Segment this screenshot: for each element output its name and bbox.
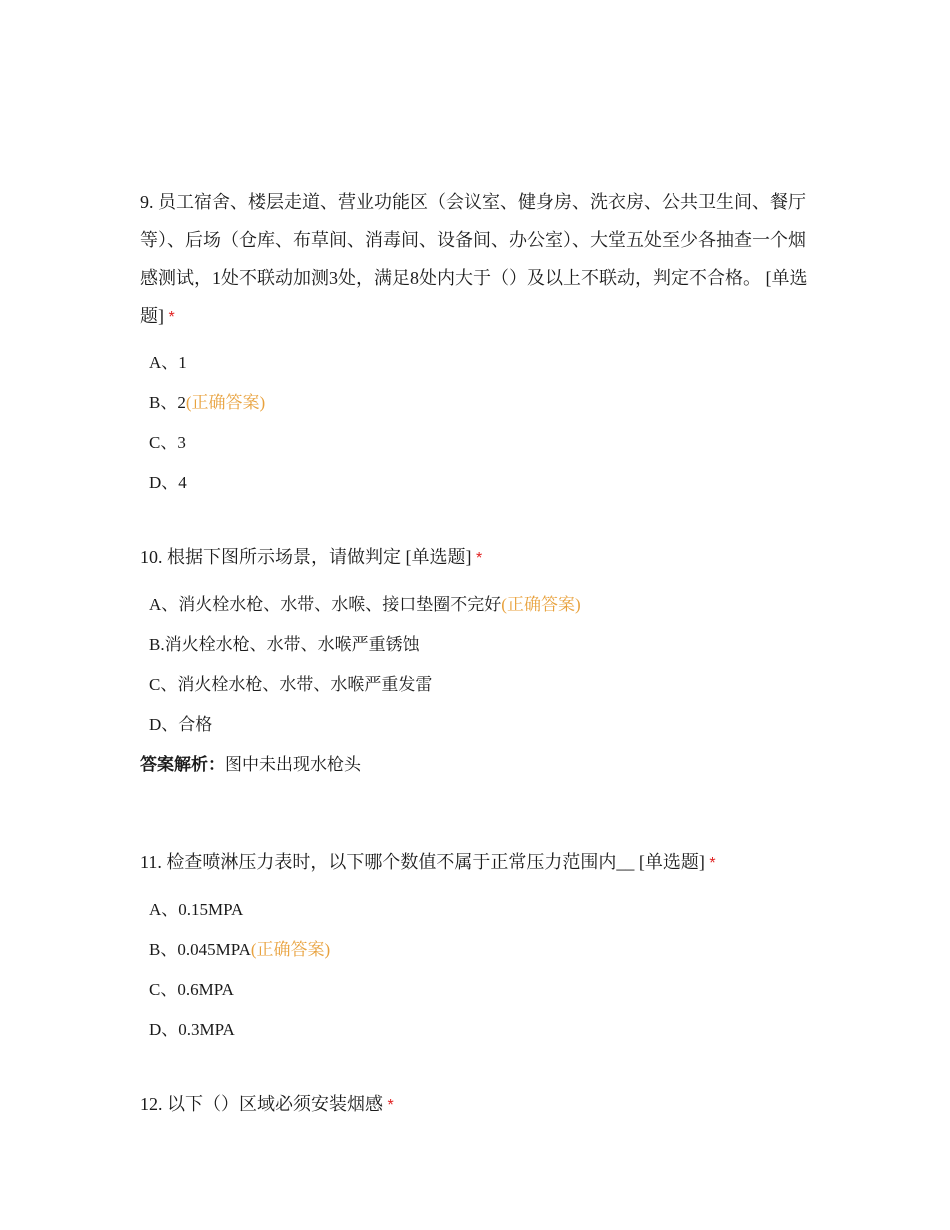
question-title [140,1085,820,1125]
required-mark: * [709,855,716,872]
option-b [140,625,820,665]
option-label: C、0.6MPA [149,980,234,999]
analysis-text: 图中未出现水枪头 [225,755,361,774]
option-label: B、0.045MPA [149,940,251,959]
question-text: 以下（）区域必须安装烟感 [167,1094,383,1114]
question-10 [140,538,820,785]
option-a [140,585,820,625]
option-list [140,585,820,745]
option-label: A、0.15MPA [149,900,244,919]
question-11 [140,843,820,1050]
option-d [140,1010,820,1050]
option-label: C、消火栓水枪、水带、水喉严重发雷 [149,675,433,694]
option-label: D、4 [149,473,187,492]
required-mark: * [476,550,483,567]
question-text: 检查喷淋压力表时，以下哪个数值不属于正常压力范围内__ [166,852,635,872]
question-9 [140,183,820,503]
question-text: 根据下图所示场景，请做判定 [167,547,401,567]
option-label: C、3 [149,433,186,452]
question-type-tag: [单选题] [638,852,705,872]
option-label: B.消火栓水枪、水带、水喉严重锈蚀 [149,635,420,654]
option-c [140,970,820,1010]
question-type-tag: [单选题] [405,547,472,567]
correct-answer-tag: (正确答案) [250,940,331,959]
option-a [140,343,820,383]
option-b [140,383,820,423]
option-label: B、2 [149,393,186,412]
required-mark: * [168,309,175,326]
option-label: D、合格 [149,715,213,734]
option-c [140,423,820,463]
option-label: A、消火栓水枪、水带、水喉、接口垫圈不完好 [149,595,502,614]
question-title [140,183,820,337]
question-number: 9. [140,192,154,212]
correct-answer-tag: (正确答案) [185,393,266,412]
option-d [140,705,820,745]
question-number: 10. [140,547,163,567]
required-mark: * [387,1097,394,1114]
question-number: 11. [140,852,162,872]
question-type-tag: [单选题] [140,268,808,326]
option-a [140,890,820,930]
option-label: A、1 [149,353,187,372]
option-list [140,890,820,1050]
option-label: D、0.3MPA [149,1020,235,1039]
analysis-label: 答案解析： [140,755,225,774]
question-number: 12. [140,1094,163,1114]
correct-answer-tag: (正确答案) [501,595,581,614]
question-title [140,843,820,883]
answer-analysis [140,745,820,785]
question-text: 员工宿舍、楼层走道、营业功能区（会议室、健身房、洗衣房、公共卫生间、餐厅等）、后场（仓库、布草间、消毒间、设备间、办公室）、大堂五处至少各抽查一个烟感测试，1处不联动加测3处，满足8处内大于（）及以上不联动，判定不合格。 [140,192,806,288]
question-title [140,538,820,578]
question-12 [140,1085,820,1125]
option-c [140,665,820,705]
option-list [140,343,820,503]
option-d [140,463,820,503]
option-b [140,930,820,970]
